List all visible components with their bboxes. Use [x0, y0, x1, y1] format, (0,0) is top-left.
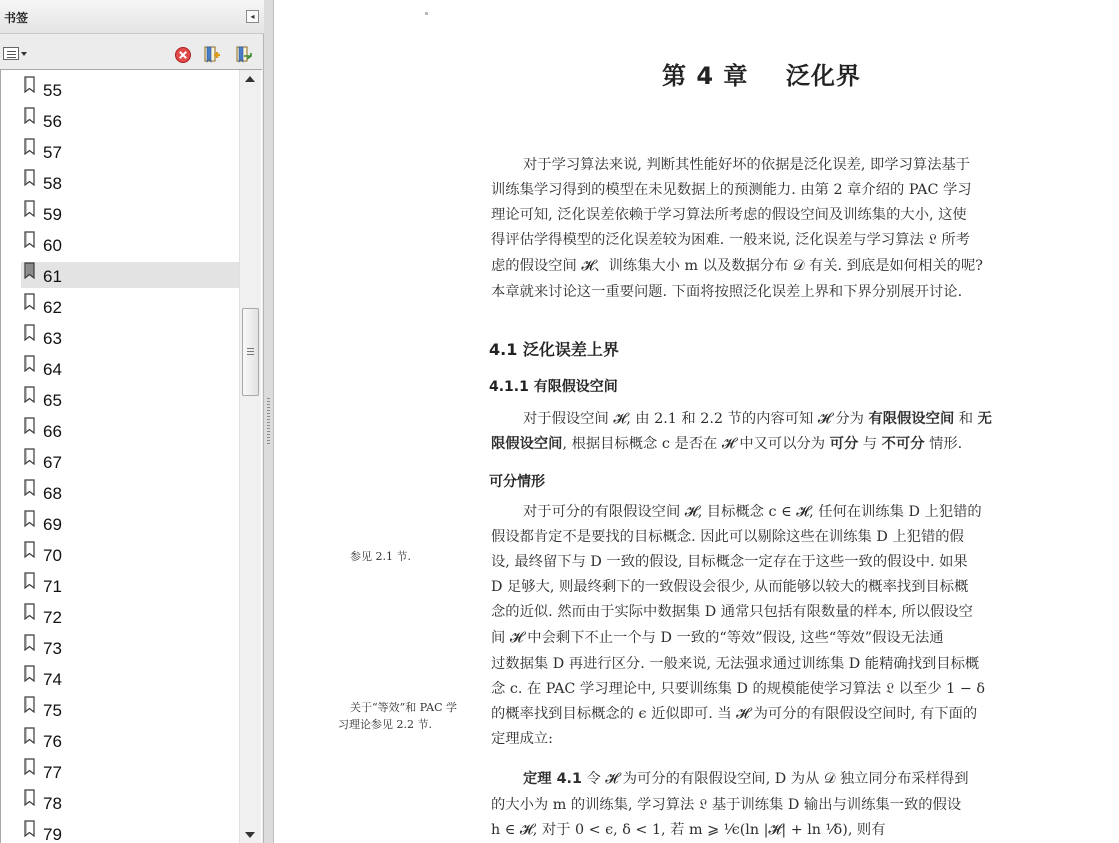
- bookmark-icon: [23, 448, 36, 465]
- margin-note: 参见 2.1 节.: [350, 550, 411, 563]
- bookmark-label: 76: [43, 732, 62, 751]
- bookmark-icon: [23, 386, 36, 403]
- margin-note: 习理论参见 2.2 节.: [338, 718, 432, 731]
- separable-line: 念的近似. 然而由于实际中数据集 D 通常只包括有限数量的样本, 所以假设空: [491, 604, 973, 620]
- bookmarks-list-frame: [0, 69, 262, 843]
- bookmark-icon: [23, 727, 36, 744]
- separable-line: 过数据集 D 再进行区分. 一般来说, 无法强求通过训练集 D 能精确找到目标概: [491, 656, 980, 672]
- intro-line: 训练集学习得到的模型在未见数据上的预测能力. 由第 2 章介绍的 PAC 学习: [491, 182, 972, 198]
- bookmark-item[interactable]: [21, 76, 239, 102]
- bookmark-label: 65: [43, 391, 62, 410]
- bookmark-label: 66: [43, 422, 62, 441]
- options-menu-button[interactable]: [3, 46, 29, 62]
- section-heading-4-1: 4.1 泛化误差上界: [489, 340, 619, 359]
- bookmark-item[interactable]: [21, 200, 239, 226]
- bookmark-icon: [23, 603, 36, 620]
- bookmark-label: 63: [43, 329, 62, 348]
- bookmark-label: 57: [43, 143, 62, 162]
- bookmark-label: 56: [43, 112, 62, 131]
- bookmark-label: 77: [43, 763, 62, 782]
- bookmark-label: 79: [43, 825, 62, 843]
- bookmark-item[interactable]: [21, 572, 239, 598]
- bookmarks-scrollbar[interactable]: [239, 70, 261, 843]
- separable-line: 的概率找到目标概念的 ϵ 近似即可. 当 𝓗 为可分的有限假设空间时, 有下面的: [491, 706, 978, 722]
- bookmark-label: 74: [43, 670, 62, 689]
- separable-line: 对于可分的有限假设空间 𝓗, 目标概念 c ∈ 𝓗, 任何在训练集 D 上犯错的: [523, 504, 982, 520]
- bookmark-item[interactable]: [21, 324, 239, 350]
- scroll-thumb[interactable]: [242, 308, 259, 396]
- bookmark-label: 64: [43, 360, 62, 379]
- bookmark-icon: [23, 355, 36, 372]
- subsection-heading-4-1-1: 4.1.1 有限假设空间: [489, 379, 618, 395]
- page-speck: [425, 12, 428, 15]
- bookmark-item[interactable]: [21, 510, 239, 536]
- bookmark-icon: [23, 820, 36, 837]
- bookmark-label: 78: [43, 794, 62, 813]
- intro-line: 虑的假设空间 𝓗、训练集大小 m 以及数据分布 𝒟 有关. 到底是如何相关的呢?: [491, 258, 983, 274]
- collapse-panel-button[interactable]: ◂: [246, 10, 259, 23]
- bookmark-icon: [23, 169, 36, 186]
- theorem-line-3: h ∈ 𝓗, 对于 0 < ϵ, δ < 1, 若 m ⩾ ¹⁄ϵ(ln |𝓗| + ln ¹⁄δ), 则有: [491, 822, 886, 838]
- expand-bookmark-icon[interactable]: [235, 46, 253, 64]
- bookmark-label: 72: [43, 608, 62, 627]
- separable-line: 定理成立:: [491, 731, 554, 747]
- bookmark-item[interactable]: [21, 479, 239, 505]
- separable-line: 假设都肯定不是要找的目标概念. 因此可以剔除这些在训练集 D 上犯错的假: [491, 529, 964, 545]
- bookmark-label: 68: [43, 484, 62, 503]
- bookmark-icon: [23, 479, 36, 496]
- bookmark-item[interactable]: [21, 169, 239, 195]
- bookmarks-list: [1, 70, 239, 843]
- bookmark-label: 75: [43, 701, 62, 720]
- separable-line: 设, 最终留下与 D 一致的假设, 目标概念一定存在于这些一致的假设中. 如果: [491, 554, 968, 570]
- options-menu-icon: [3, 47, 19, 60]
- bookmark-label: 58: [43, 174, 62, 193]
- splitter-grip-icon[interactable]: [267, 398, 270, 446]
- bookmark-label: 67: [43, 453, 62, 472]
- theorem-line-1: 定理 4.1 令 𝓗 为可分的有限假设空间, D 为从 𝒟 独立同分布采样得到: [523, 771, 969, 787]
- bookmark-icon: [23, 758, 36, 775]
- chapter-title: 第 4 章 泛化界: [662, 62, 861, 90]
- bookmark-icon: [23, 231, 36, 248]
- bookmarks-panel-header: [0, 0, 264, 34]
- bookmark-icon: [23, 665, 36, 682]
- theorem-line-2: 的大小为 m 的训练集, 学习算法 𝔏 基于训练集 D 输出与训练集一致的假设: [491, 797, 962, 813]
- intro-line: 得评估学得模型的泛化误差较为困难. 一般来说, 泛化误差与学习算法 𝔏 所考: [491, 232, 970, 248]
- chevron-down-icon: [21, 52, 27, 56]
- separable-line: D 足够大, 则最终剩下的一致假设会很少, 从而能够以较大的概率找到目标概: [491, 579, 969, 595]
- bookmarks-toolbar: [0, 40, 264, 68]
- bookmark-icon: [23, 417, 36, 434]
- bookmark-item[interactable]: [21, 603, 239, 629]
- document-page: [275, 0, 1119, 843]
- separable-line: 间 𝓗 中会剩下不止一个与 D 一致的“等效”假设, 这些“等效”假设无法通: [491, 630, 944, 646]
- intro-line: 本章就来讨论这一重要问题. 下面将按照泛化误差上界和下界分别展开讨论.: [491, 284, 963, 300]
- separable-line: 念 c. 在 PAC 学习理论中, 只要训练集 D 的规模能使学习算法 𝔏 以至少 1 − δ: [491, 681, 985, 697]
- bookmark-item[interactable]: [21, 696, 239, 722]
- bookmark-item[interactable]: [21, 634, 239, 660]
- bookmark-icon: [23, 541, 36, 558]
- bookmark-item[interactable]: [21, 293, 239, 319]
- bookmark-label: 70: [43, 546, 62, 565]
- bookmark-icon: [23, 696, 36, 713]
- bookmark-item[interactable]: [21, 789, 239, 815]
- bookmark-item[interactable]: [21, 727, 239, 753]
- bookmark-item[interactable]: [21, 262, 239, 288]
- bookmark-item[interactable]: [21, 448, 239, 474]
- panel-splitter[interactable]: [264, 0, 274, 843]
- bookmarks-panel: [0, 0, 264, 843]
- bookmark-icon: [23, 510, 36, 527]
- bookmark-item[interactable]: [21, 355, 239, 381]
- bookmark-icon: [23, 262, 36, 279]
- finite-para-line-1: 对于假设空间 𝓗, 由 2.1 和 2.2 节的内容可知 𝓗 分为 有限假设空间 和 无: [523, 411, 992, 427]
- bookmark-item[interactable]: [21, 231, 239, 257]
- bookmark-label: 73: [43, 639, 62, 658]
- bookmark-item[interactable]: [21, 541, 239, 567]
- bookmark-label: 69: [43, 515, 62, 534]
- bookmark-item[interactable]: [21, 107, 239, 133]
- bookmark-label: 61: [43, 267, 62, 286]
- bookmark-item[interactable]: [21, 820, 239, 843]
- intro-line: 理论可知, 泛化误差依赖于学习算法所考虑的假设空间及训练集的大小, 这使: [491, 207, 967, 223]
- bookmark-label: 55: [43, 81, 62, 100]
- bookmark-label: 59: [43, 205, 62, 224]
- new-bookmark-icon[interactable]: [203, 46, 221, 64]
- scroll-up-arrow-icon[interactable]: [245, 76, 255, 82]
- bookmark-icon: [23, 107, 36, 124]
- margin-note: 关于“等效”和 PAC 学: [350, 701, 457, 714]
- bookmark-icon: [23, 634, 36, 651]
- bookmark-label: 62: [43, 298, 62, 317]
- bookmarks-panel-title: 书签: [4, 11, 29, 25]
- bookmark-label: 60: [43, 236, 62, 255]
- bookmark-icon: [23, 789, 36, 806]
- separable-case-heading: 可分情形: [489, 474, 545, 490]
- bookmark-item[interactable]: [21, 417, 239, 443]
- bookmark-label: 71: [43, 577, 62, 596]
- bookmark-item[interactable]: [21, 665, 239, 691]
- bookmark-icon: [23, 76, 36, 93]
- bookmark-item[interactable]: [21, 758, 239, 784]
- bookmark-icon: [23, 572, 36, 589]
- bookmark-icon: [23, 200, 36, 217]
- bookmark-icon: [23, 324, 36, 341]
- bookmark-icon: [23, 138, 36, 155]
- delete-bookmark-icon[interactable]: [174, 46, 192, 64]
- bookmark-icon: [23, 293, 36, 310]
- intro-line: 对于学习算法来说, 判断其性能好坏的依据是泛化误差, 即学习算法基于: [523, 157, 971, 173]
- bookmark-item[interactable]: [21, 386, 239, 412]
- bookmark-item[interactable]: [21, 138, 239, 164]
- scroll-down-arrow-icon[interactable]: [245, 832, 255, 838]
- finite-para-line-2: 限假设空间, 根据目标概念 c 是否在 𝓗 中又可以分为 可分 与 不可分 情形.: [491, 436, 963, 452]
